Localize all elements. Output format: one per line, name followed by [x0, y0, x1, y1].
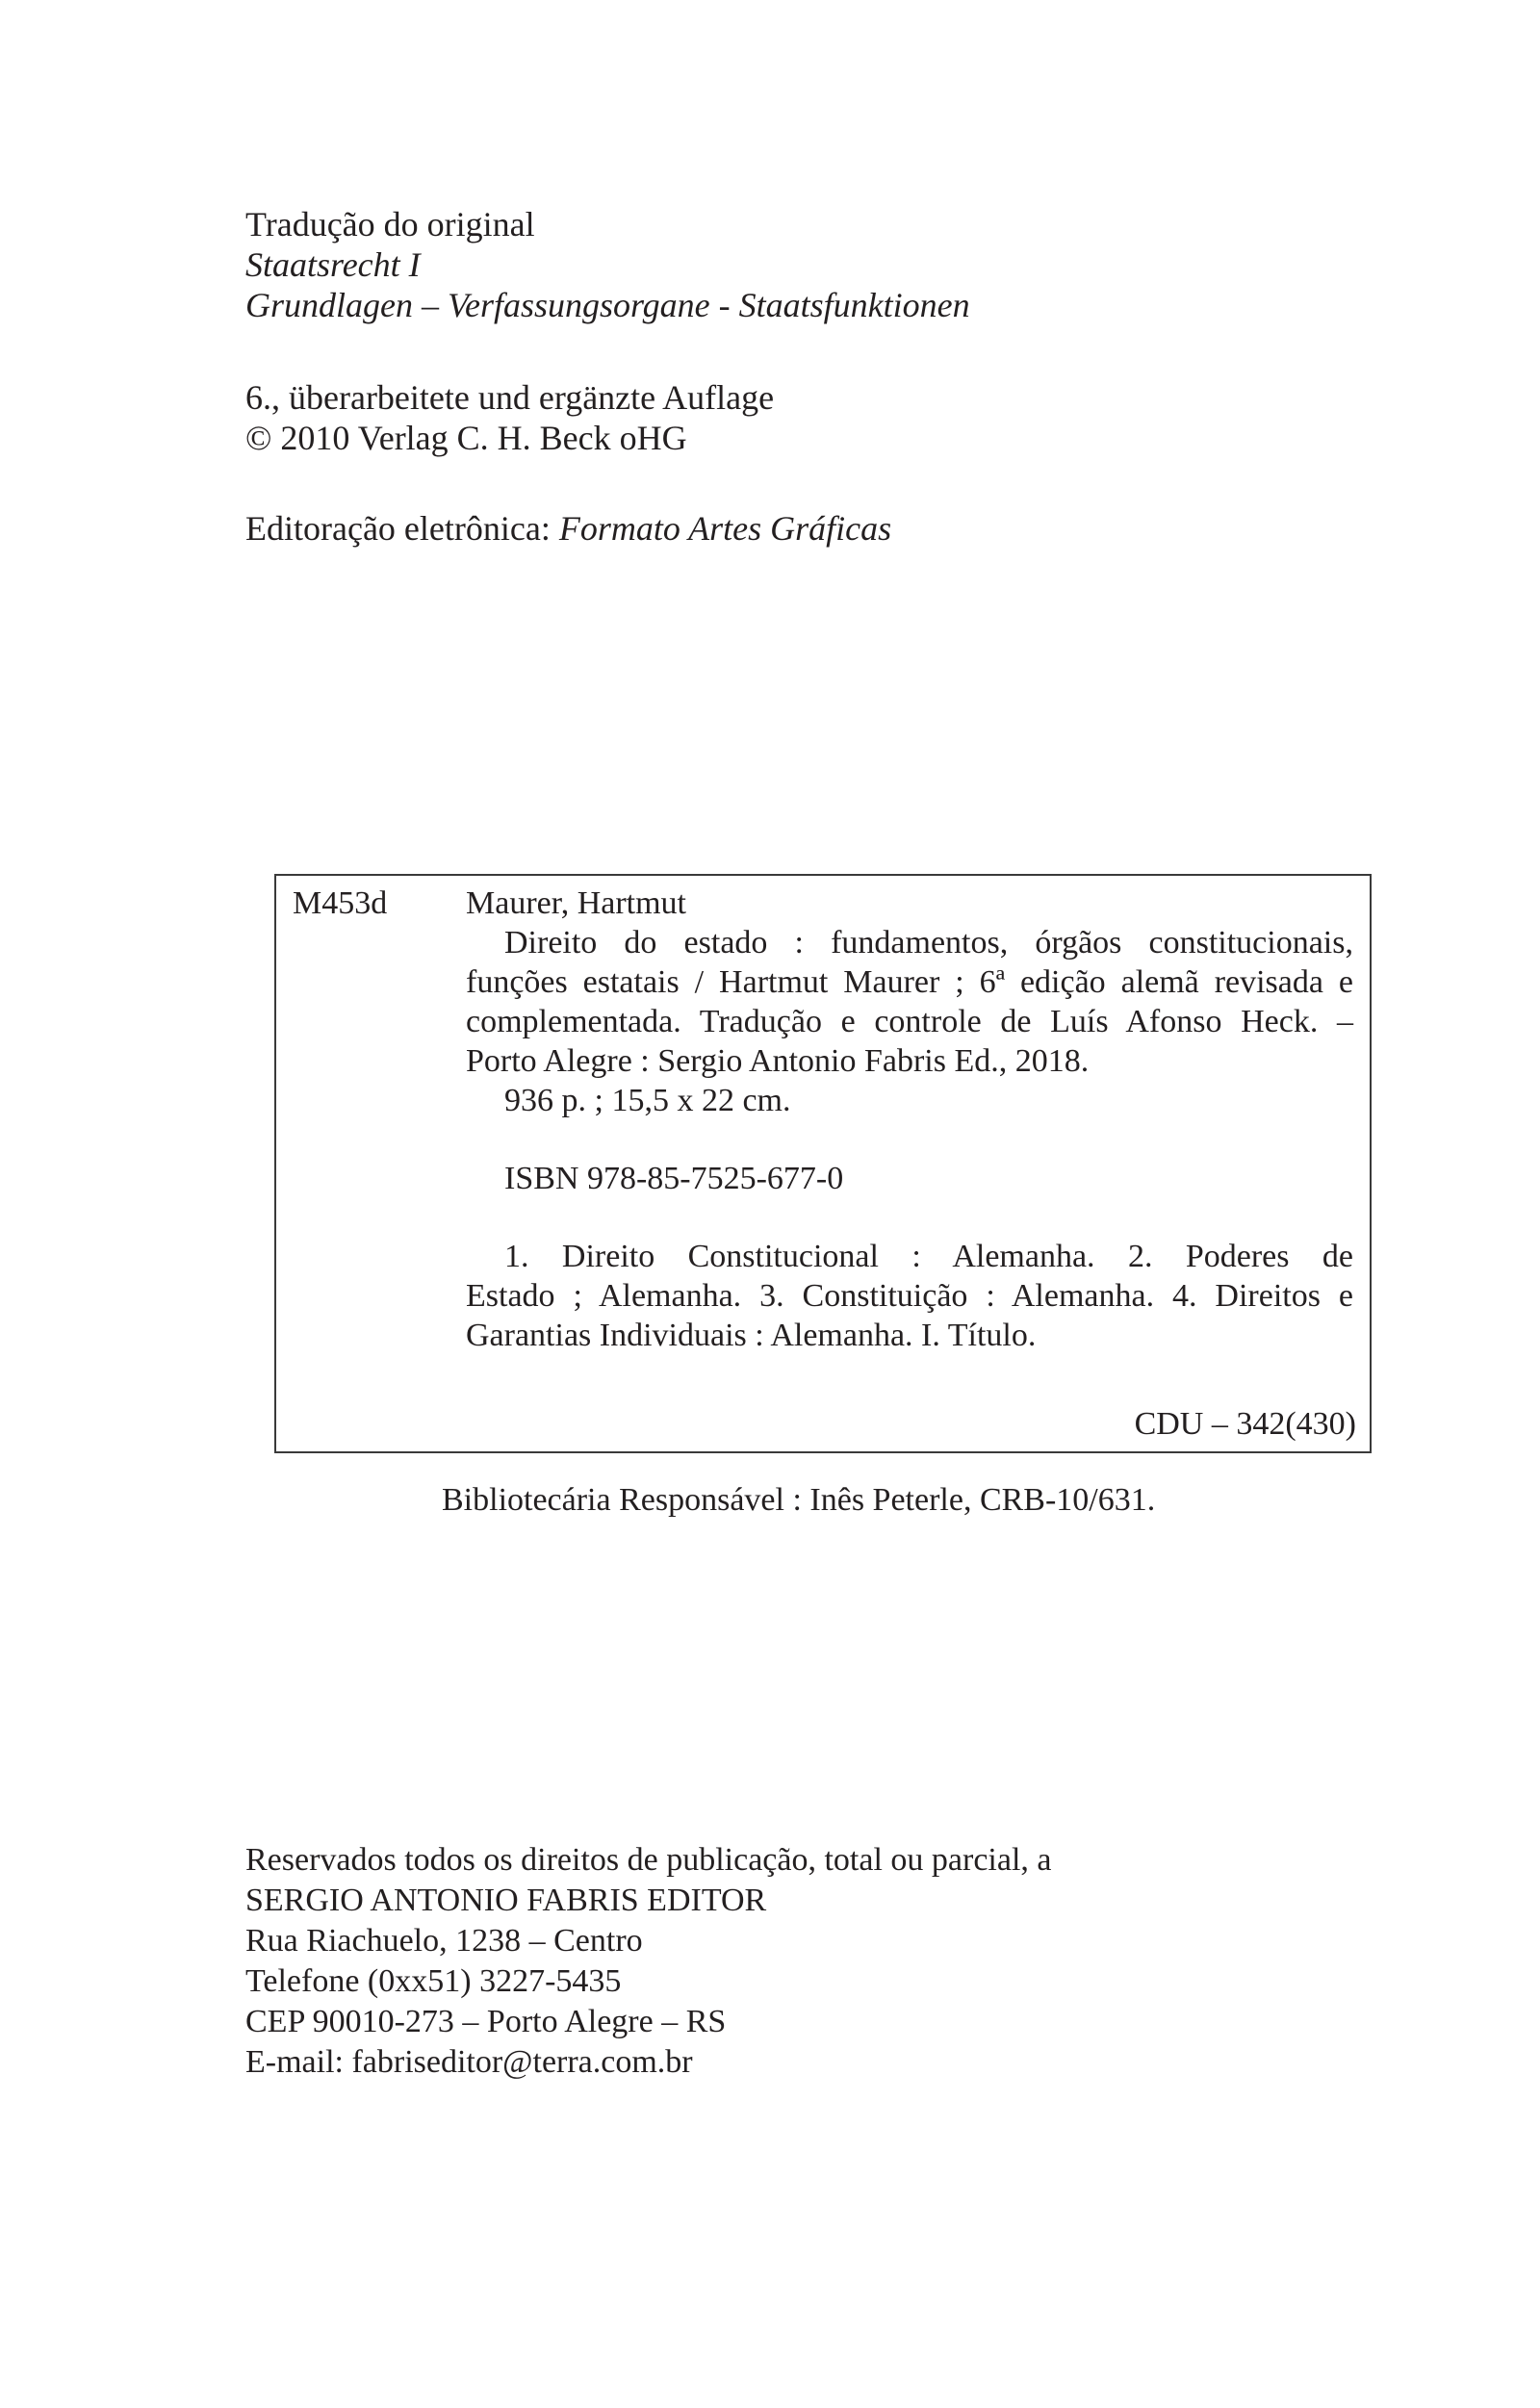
catalog-description-line: Porto Alegre : Sergio Antonio Fabris Ed., 2018.: [466, 1043, 1090, 1079]
editoracao-company: Formato Artes Gráficas: [558, 509, 892, 548]
catalog-author: Maurer, Hartmut: [466, 885, 687, 921]
catalog-description-line: complementada. Tradução e controle de Luís Afonso Heck. –: [466, 1004, 1353, 1039]
catalog-description-line: Direito do estado : fundamentos, órgãos constitucionais,: [504, 925, 1353, 961]
librarian-credit: Bibliotecária Responsável : Inês Peterle, CRB-10/631.: [442, 1482, 1156, 1518]
catalog-physical: 936 p. ; 15,5 x 22 cm.: [504, 1083, 791, 1118]
rights-block: [245, 1840, 1051, 2083]
catalog-isbn: ISBN 978-85-7525-677-0: [504, 1161, 844, 1196]
editoracao-line: [245, 508, 891, 549]
catalog-card-body: [466, 884, 1353, 1355]
rights-statement: Reservados todos os direitos de publicação, total ou parcial, a: [245, 1842, 1052, 1878]
original-title: Staatsrecht I: [245, 245, 421, 284]
catalog-subjects-line: Estado ; Alemanha. 3. Constituição : Alemanha. 4. Direitos e: [466, 1278, 1353, 1314]
publisher-email: E-mail: fabriseditor@terra.com.br: [245, 2044, 693, 2080]
catalog-cdu: CDU – 342(430): [1134, 1406, 1356, 1442]
publisher-cep: CEP 90010-273 – Porto Alegre – RS: [245, 2004, 727, 2039]
catalog-description-line: funções estatais / Hartmut Maurer ; 6ª edição alemã revisada e: [466, 964, 1353, 1000]
call-number: M453d: [293, 885, 388, 921]
edition-statement: 6., überarbeitete und ergänzte Auflage: [245, 378, 775, 417]
publisher-address: Rua Riachuelo, 1238 – Centro: [245, 1923, 643, 1959]
publisher-name: SERGIO ANTONIO FABRIS EDITOR: [245, 1883, 767, 1918]
catalog-card: [274, 874, 1372, 1453]
editoracao-block: [245, 508, 891, 549]
original-subtitle: Grundlagen – Verfassungsorgane - Staatsfunktionen: [245, 286, 970, 324]
edition-block: [245, 377, 774, 458]
publisher-phone: Telefone (0xx51) 3227-5435: [245, 1963, 622, 1999]
editoracao-label: Editoração eletrônica:: [245, 509, 559, 548]
copyright-statement: © 2010 Verlag C. H. Beck oHG: [245, 419, 687, 457]
catalog-subjects-line: Garantias Individuais : Alemanha. I. Título.: [466, 1318, 1037, 1353]
original-title-block: [245, 204, 970, 325]
catalog-subjects-line: 1. Direito Constitucional : Alemanha. 2. Poderes de: [504, 1239, 1353, 1274]
translation-note: Tradução do original: [245, 205, 535, 243]
